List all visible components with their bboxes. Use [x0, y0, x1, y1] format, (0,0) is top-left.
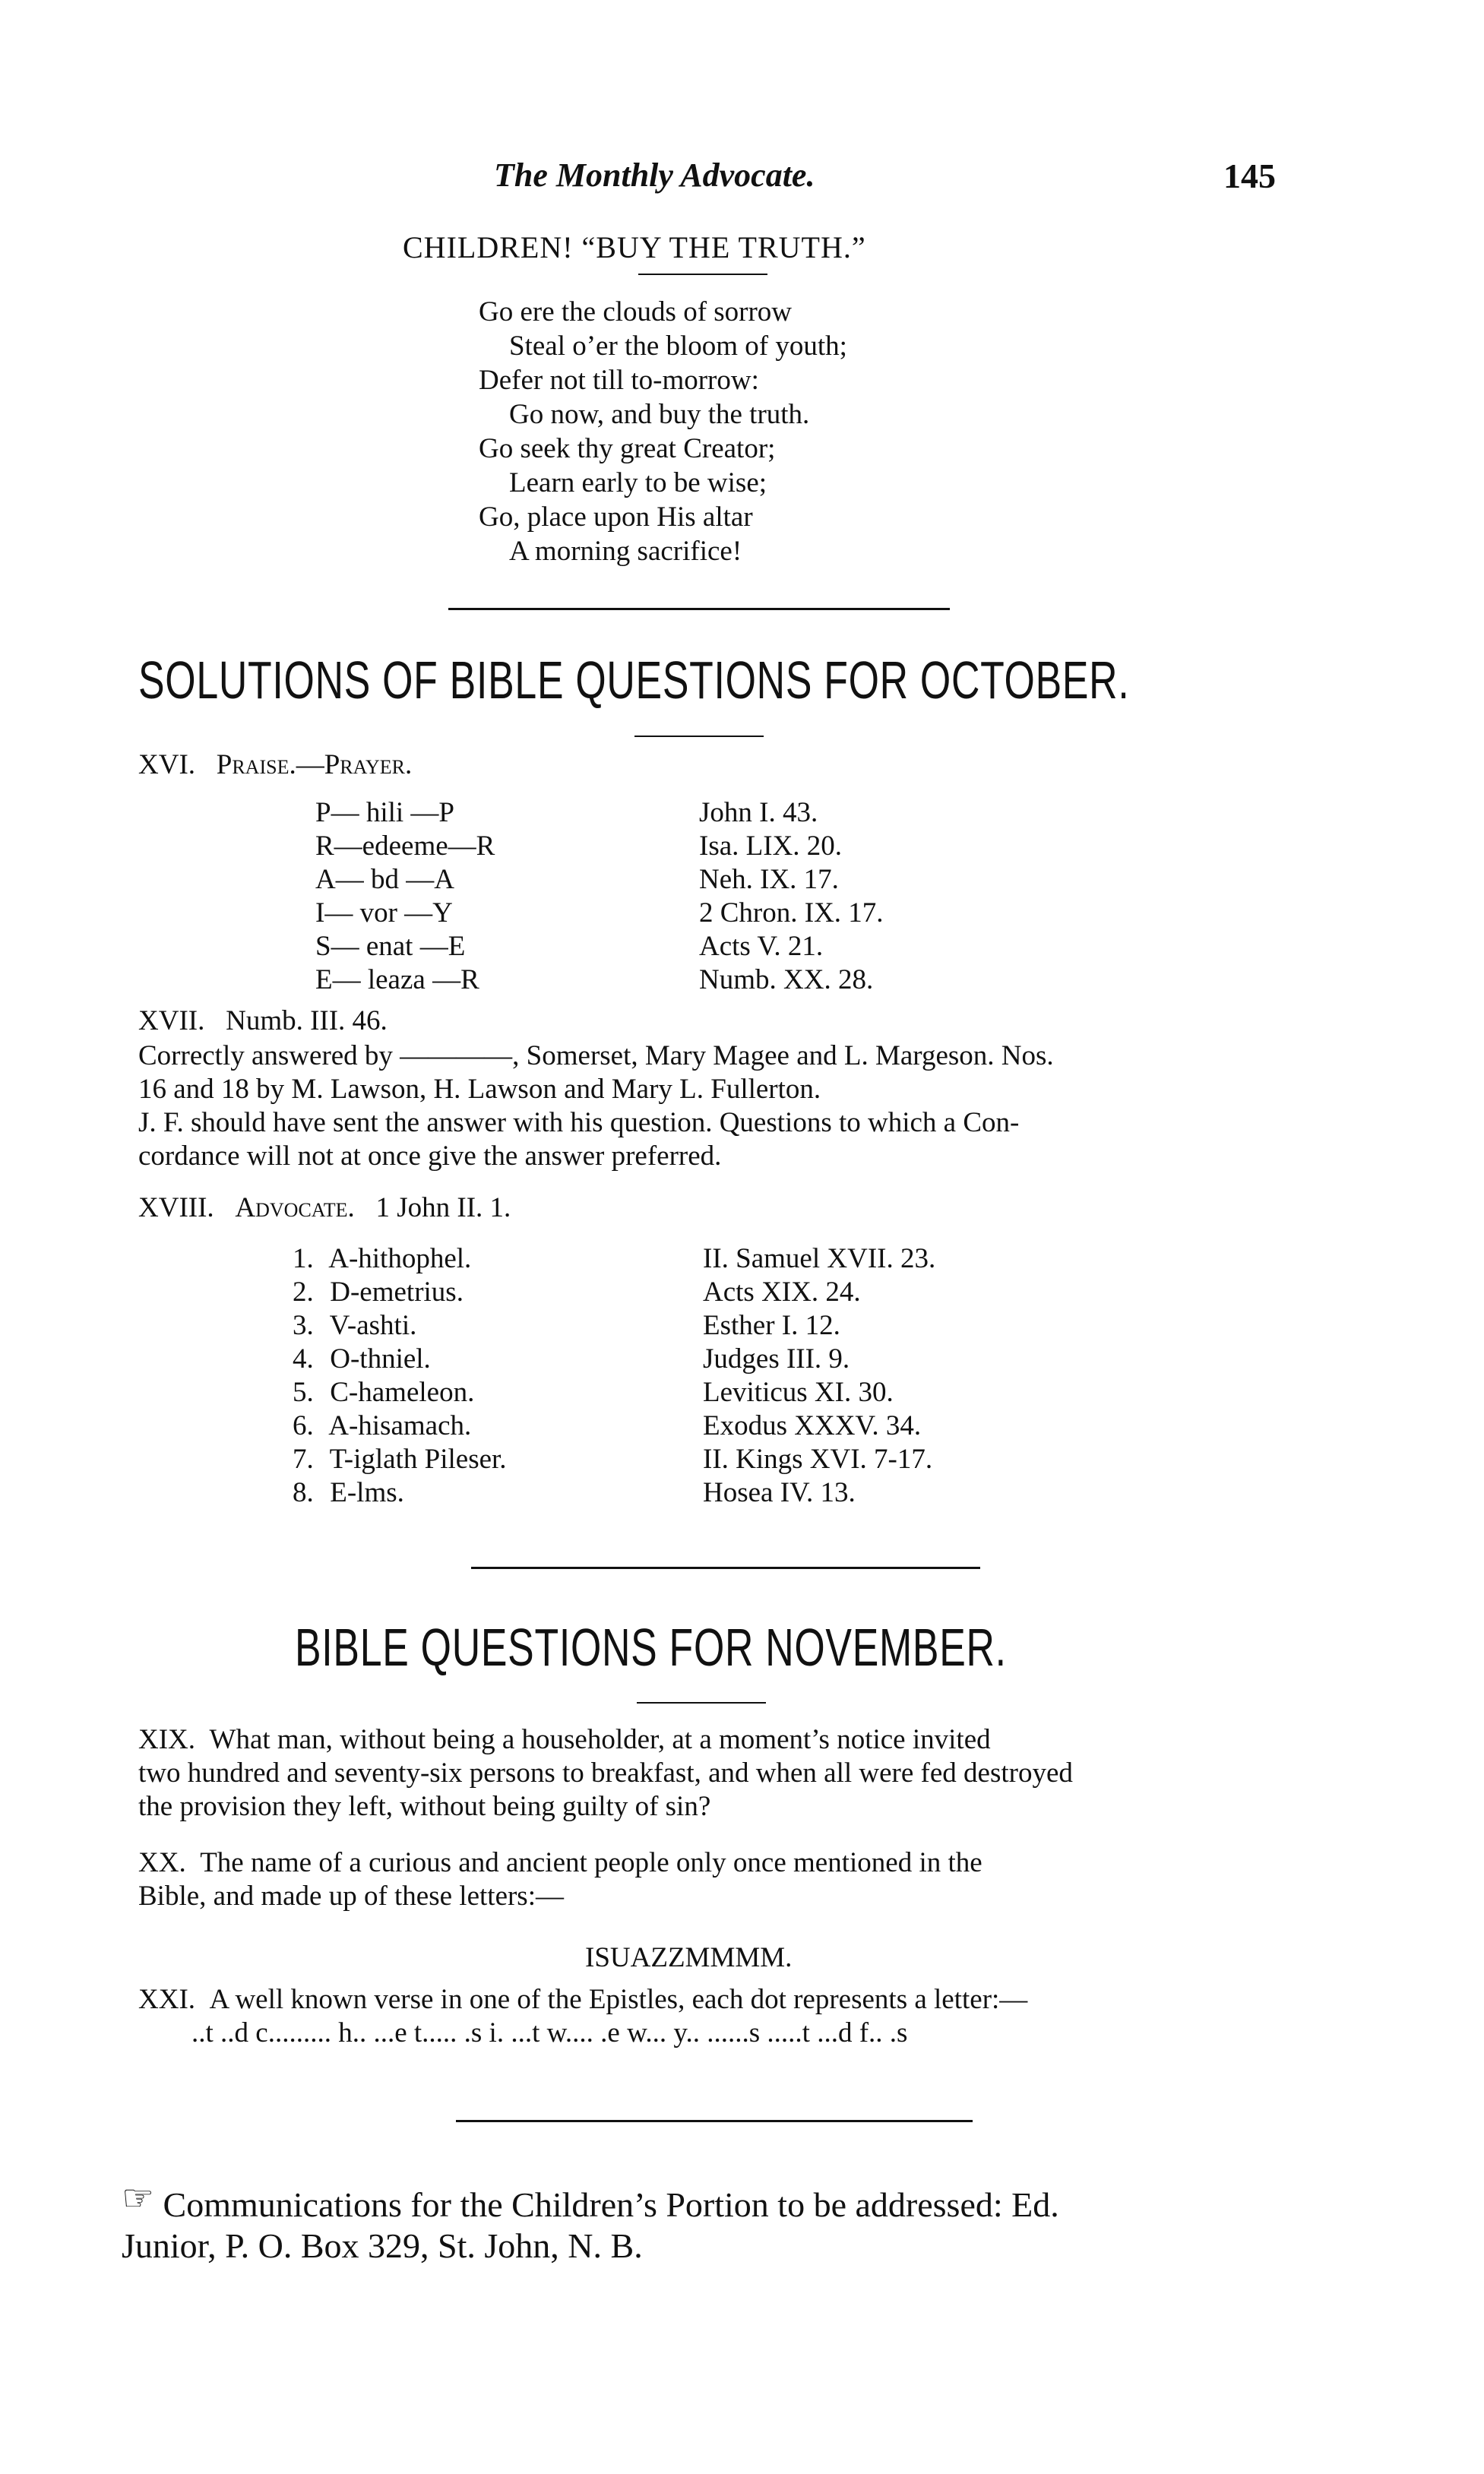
divider: [638, 274, 767, 275]
list-item: II. Samuel XVII. 23.: [703, 1243, 936, 1274]
answer-text: Numb. III. 46.: [226, 1005, 388, 1036]
question-number: XXI.: [138, 1984, 196, 2015]
list-item: II. Kings XVI. 7-17.: [703, 1444, 933, 1475]
paragraph-line: Bible, and made up of these letters:—: [138, 1881, 564, 1912]
list-item: E— leaza —R: [315, 964, 479, 995]
question-xviii-heading: [138, 1191, 511, 1225]
poem-body: [479, 295, 847, 568]
acrostic-names: [293, 1242, 507, 1510]
poem-line: Learn early to be wise;: [509, 467, 767, 498]
footer-notice: [122, 2178, 1059, 2267]
page-number: 145: [1223, 157, 1276, 195]
puzzle-letters: ISUAZZMMMM.: [585, 1942, 793, 1973]
question-xxi: [138, 1983, 1027, 2050]
divider: [456, 2120, 973, 2122]
paragraph-line: XIX. What man, without being a householder, at a moment’s notice invited: [138, 1724, 991, 1755]
answer-heading: Praise.—Prayer.: [216, 749, 413, 780]
paragraph-line: 16 and 18 by M. Lawson, H. Lawson and Mary L. Fullerton.: [138, 1074, 821, 1105]
acrostic-words: [315, 796, 495, 997]
paragraph-line: XX. The name of a curious and ancient people only once mentioned in the: [138, 1847, 982, 1878]
question-xx: [138, 1846, 982, 1913]
poem-line: Go ere the clouds of sorrow: [479, 296, 793, 327]
paragraph-line: the provision they left, without being guilty of sin?: [138, 1791, 711, 1822]
acrostic-references: [699, 796, 884, 997]
list-item: Numb. XX. 28.: [699, 964, 874, 995]
question-number: XX.: [138, 1847, 186, 1878]
list-item: A— bd —A: [315, 864, 454, 895]
list-item: 7. T-iglath Pileser.: [293, 1444, 507, 1475]
question-number: XVII.: [138, 1005, 205, 1036]
list-item: Acts V. 21.: [699, 931, 824, 962]
list-item: 2 Chron. IX. 17.: [699, 897, 884, 929]
paragraph-line: Junior, P. O. Box 329, St. John, N. B.: [122, 2226, 643, 2265]
list-item: 4. O-thniel.: [293, 1343, 431, 1375]
list-item: Exodus XXXV. 34.: [703, 1410, 922, 1441]
paragraph-line: ☞ Communications for the Children’s Portion to be addressed: Ed.: [122, 2178, 1059, 2224]
list-item: R—edeeme—R: [315, 830, 495, 862]
list-item: 8. E-lms.: [293, 1477, 404, 1508]
list-item: P— hili —P: [315, 797, 454, 828]
list-item: Judges III. 9.: [703, 1343, 850, 1375]
poem-line: Steal o’er the bloom of youth;: [509, 331, 847, 362]
question-xvii-notes: [138, 1039, 1054, 1173]
poem-line: Go, place upon His altar: [479, 501, 753, 533]
question-xix: [138, 1723, 1073, 1824]
question-xvii: [138, 1004, 388, 1038]
poem-title: CHILDREN! “BUY THE TRUTH.”: [403, 230, 866, 264]
divider: [634, 736, 764, 737]
list-item: 1. A-hithophel.: [293, 1243, 472, 1274]
divider: [471, 1567, 980, 1569]
poem-line: A morning sacrifice!: [509, 536, 742, 567]
paragraph-line: J. F. should have sent the answer with his question. Questions to which a Con-: [138, 1107, 1020, 1138]
list-item: Neh. IX. 17.: [699, 864, 839, 895]
list-item: John I. 43.: [699, 797, 818, 828]
list-item: 3. V-ashti.: [293, 1310, 417, 1341]
divider: [448, 608, 950, 610]
list-item: 6. A-hisamach.: [293, 1410, 472, 1441]
acrostic-references: [703, 1242, 935, 1510]
poem-line: Go now, and buy the truth.: [509, 399, 810, 430]
list-item: 2. D-emetrius.: [293, 1277, 464, 1308]
paragraph-line: Correctly answered by ————, Somerset, Mary Magee and L. Margeson. Nos.: [138, 1040, 1054, 1071]
poem-line: Go seek thy great Creator;: [479, 433, 776, 464]
list-item: Acts XIX. 24.: [703, 1277, 861, 1308]
paragraph-line: two hundred and seventy-six persons to breakfast, and when all were fed destroyed: [138, 1757, 1073, 1789]
paragraph-line: XXI. A well known verse in one of the Epistles, each dot represents a letter:—: [138, 1984, 1028, 2015]
list-item: S— enat —E: [315, 931, 466, 962]
verse-reference: 1 John II. 1.: [375, 1192, 511, 1223]
poem-line: Defer not till to-morrow:: [479, 365, 759, 396]
question-number: XIX.: [138, 1724, 196, 1755]
divider: [637, 1702, 766, 1704]
list-item: Isa. LIX. 20.: [699, 830, 843, 862]
solutions-title: SOLUTIONS OF BIBLE QUESTIONS FOR OCTOBER.: [138, 650, 1130, 710]
paragraph-line: cordance will not at once give the answer preferred.: [138, 1141, 722, 1172]
running-title: The Monthly Advocate.: [494, 157, 815, 194]
list-item: Leviticus XI. 30.: [703, 1377, 894, 1408]
questions-title: BIBLE QUESTIONS FOR NOVEMBER.: [295, 1618, 1007, 1677]
question-xvi-heading: [138, 748, 412, 782]
list-item: I— vor —Y: [315, 897, 453, 929]
pointing-hand-icon: ☞: [122, 2178, 155, 2219]
list-item: Esther I. 12.: [703, 1310, 840, 1341]
answer-heading: Advocate.: [235, 1192, 355, 1223]
question-number: XVIII.: [138, 1192, 214, 1223]
question-number: XVI.: [138, 749, 196, 780]
list-item: 5. C-hameleon.: [293, 1377, 475, 1408]
puzzle-dots: ..t ..d c......... h.. ...e t..... .s i. ...t w.... .e w... y.. ......s .....t ...d f.. .s: [191, 2017, 908, 2048]
list-item: Hosea IV. 13.: [703, 1477, 856, 1508]
